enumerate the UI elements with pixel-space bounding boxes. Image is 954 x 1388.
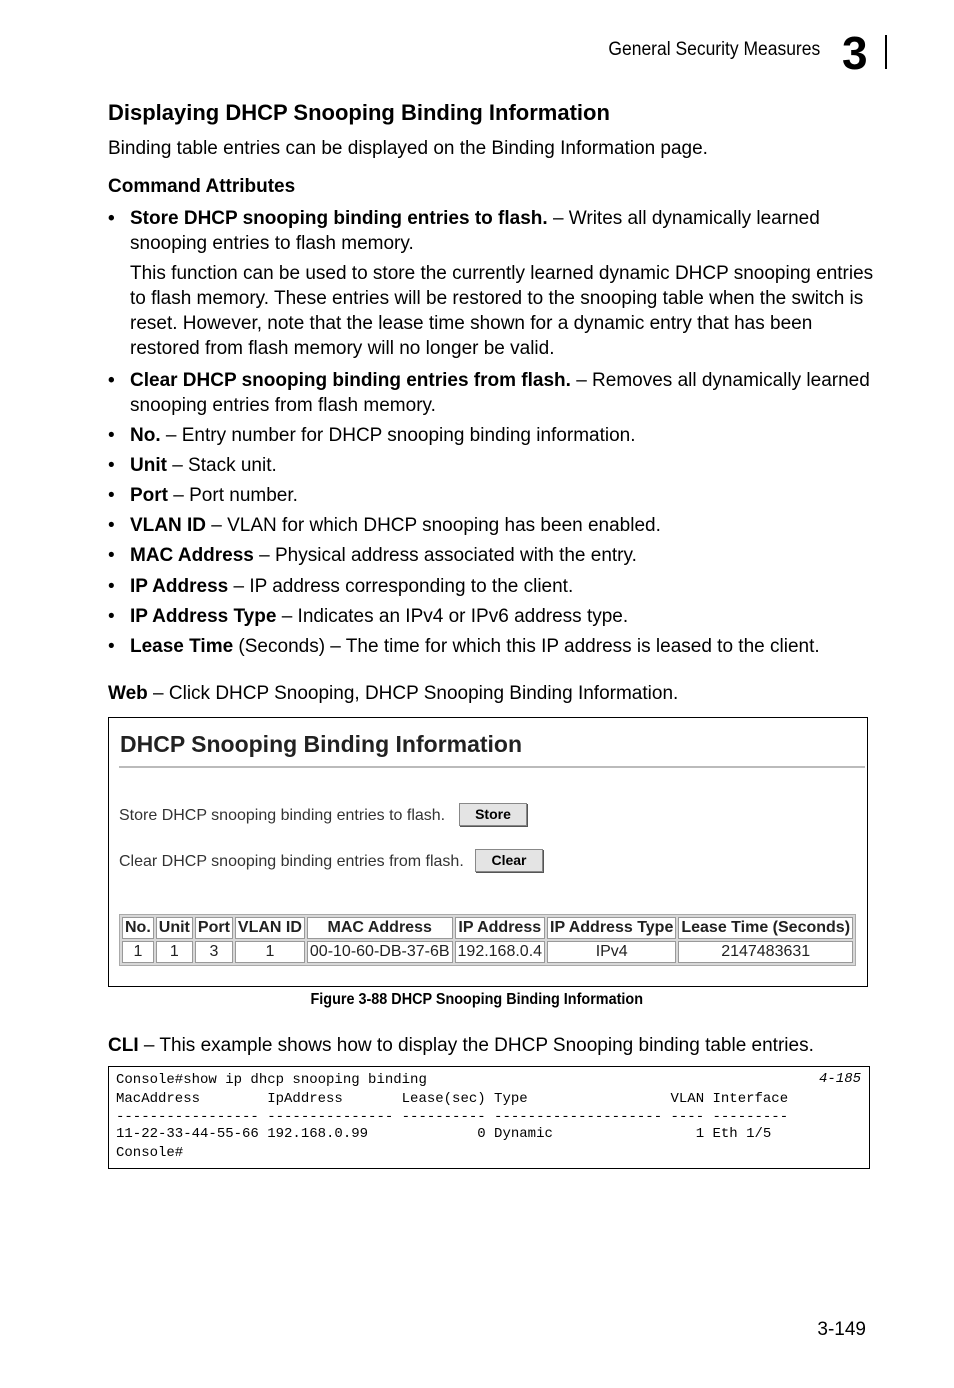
bullet-term: IP Address Type [130, 606, 277, 627]
col-ip-address: IP Address [455, 917, 546, 939]
store-button[interactable]: Store [459, 803, 527, 826]
cell-lease-time: 2147483631 [678, 941, 853, 963]
bullet-term: Store DHCP snooping binding entries to flash. [130, 208, 548, 229]
running-header-title: General Security Measures [608, 39, 820, 60]
col-ip-address-type: IP Address Type [547, 917, 676, 939]
binding-table [119, 914, 856, 966]
bullet-desc: (Seconds) – The time for which this IP address is leased to the client. [233, 636, 820, 657]
figure-caption [0, 991, 954, 1009]
bullet-desc: – IP address corresponding to the client. [228, 576, 574, 597]
cli-desc: – This example shows how to display the DHCP Snooping binding table entries. [138, 1035, 814, 1056]
bullet-desc: – Entry number for DHCP snooping binding information. [160, 425, 636, 446]
cli-line: Console# [116, 1145, 184, 1161]
col-mac-address: MAC Address [307, 917, 453, 939]
bullet-term: No. [130, 425, 161, 446]
bullet-desc: – Writes all dynamically learned snooping entries to flash memory. [130, 208, 820, 254]
intro-paragraph: Binding table entries can be displayed on the Binding Information page. [108, 138, 708, 159]
bullet-term: Clear DHCP snooping binding entries from flash. [130, 370, 571, 391]
cell-ip-address-type: IPv4 [547, 941, 676, 963]
cli-term: CLI [108, 1035, 139, 1056]
clear-label: Clear DHCP snooping binding entries from flash. [119, 853, 464, 870]
col-lease-time: Lease Time (Seconds) [678, 917, 853, 939]
bullet-desc: – Indicates an IPv4 or IPv6 address type. [276, 606, 629, 627]
chapter-divider [885, 35, 887, 69]
bullet-term: Port [130, 485, 168, 506]
cli-line: ----------------- --------------- ---------- -------------------- ---- --------- [116, 1109, 789, 1125]
section-heading: Displaying DHCP Snooping Binding Information [108, 100, 610, 125]
figure-title-rule [119, 766, 865, 768]
col-port: Port [195, 917, 233, 939]
bullet-desc: – Physical address associated with the entry. [253, 545, 637, 566]
web-desc: – Click DHCP Snooping, DHCP Snooping Binding Information. [147, 683, 679, 704]
cell-unit: 1 [156, 941, 193, 963]
cli-reference: 4-185 [818, 1071, 861, 1087]
cell-port: 3 [195, 941, 233, 963]
cli-instruction [108, 1033, 814, 1058]
col-vlan-id: VLAN ID [235, 917, 305, 939]
bullet-term: MAC Address [130, 545, 254, 566]
web-term: Web [108, 683, 148, 704]
cell-no: 1 [122, 941, 154, 963]
bullet-desc: – VLAN for which DHCP snooping has been enabled. [206, 515, 661, 536]
table-row [122, 941, 853, 963]
bullet-term: Unit [130, 455, 167, 476]
figure-caption-text: Figure 3-88 DHCP Snooping Binding Information [310, 991, 644, 1008]
cli-line: 11-22-33-44-55-66 192.168.0.99 0 Dynamic 1 Eth 1/5 [116, 1126, 772, 1142]
bullet-term: IP Address [130, 576, 229, 597]
bullet-term: VLAN ID [130, 515, 206, 536]
col-no: No. [122, 917, 154, 939]
table-header-row [122, 917, 853, 939]
page-number: 3-149 [817, 1319, 866, 1340]
cli-line: MacAddress IpAddress Lease(sec) Type VLAN Interface [116, 1091, 789, 1107]
bullet-desc: – Removes all dynamically learned snooping entries from flash memory. [130, 370, 870, 416]
command-attributes-heading: Command Attributes [108, 176, 296, 197]
bullet-detail-text: This function can be used to store the currently learned dynamic DHCP snooping entries to flash memory. These entries will be restored to the snooping table when the switch is reset. However, note that the lease time shown for a dynamic entry that has been restored from flash memory will no longer be valid. [130, 263, 874, 359]
bullet-term: Lease Time [130, 636, 234, 657]
cell-vlan-id: 1 [235, 941, 305, 963]
bullet-desc: – Port number. [168, 485, 298, 506]
cli-line: Console#show ip dhcp snooping binding [116, 1072, 427, 1088]
store-label: Store DHCP snooping binding entries to flash. [119, 807, 446, 824]
cell-mac-address: 00-10-60-DB-37-6B [307, 941, 453, 963]
bullet-desc: – Stack unit. [166, 455, 277, 476]
figure-page-title: DHCP Snooping Binding Information [120, 731, 523, 757]
cli-example-box [108, 1066, 870, 1169]
web-instruction [108, 681, 678, 706]
col-unit: Unit [156, 917, 193, 939]
chapter-number: 3 [842, 27, 867, 79]
figure-web-ui [108, 717, 868, 987]
cell-ip-address: 192.168.0.4 [455, 941, 546, 963]
clear-button[interactable]: Clear [475, 849, 543, 872]
